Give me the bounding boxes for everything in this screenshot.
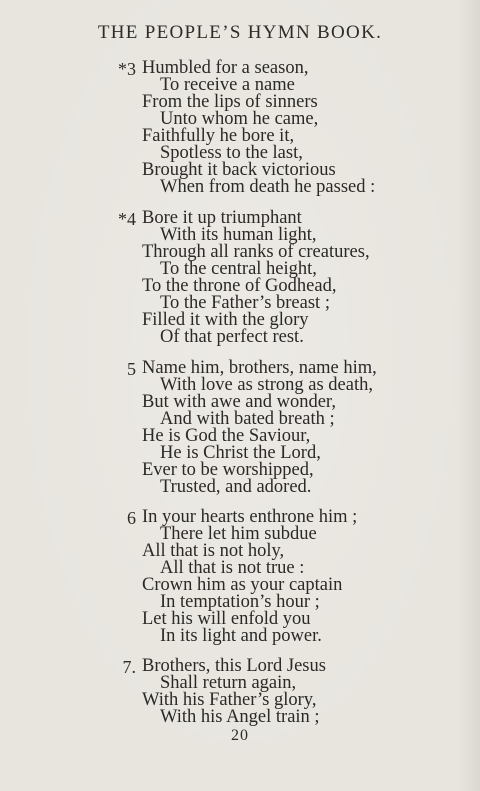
verse-number: *4 — [118, 209, 136, 229]
verse-line: To the throne of Godhead, — [142, 276, 337, 296]
verse-line: Unto whom he came, — [160, 109, 319, 129]
verse-line: To the central height, — [160, 259, 317, 279]
verse-line: Shall return again, — [160, 673, 297, 693]
verse-line: When from death he passed : — [160, 177, 376, 197]
verse-line: To receive a name — [160, 75, 295, 95]
verse-line: Humbled for a season, — [142, 58, 309, 78]
verse-line: But with awe and wonder, — [142, 392, 336, 412]
verse-line: There let him subdue — [160, 524, 317, 544]
verse-line: Of that perfect rest. — [160, 327, 304, 347]
verse-line: Brought it back victorious — [142, 160, 336, 180]
verse-line: With love as strong as death, — [160, 375, 373, 395]
verse-line: Spotless to the last, — [160, 143, 303, 163]
verse-line: Faithfully he bore it, — [142, 126, 295, 146]
verse-line: Let his will enfold you — [142, 609, 311, 629]
verse-line: He is God the Saviour, — [142, 426, 311, 446]
verse-line: Through all ranks of creatures, — [142, 242, 370, 262]
verse-line: Filled it with the glory — [142, 310, 309, 330]
verse-line: With its human light, — [160, 225, 317, 245]
verse-number: 7. — [122, 657, 136, 677]
verse-line: Trusted, and adored. — [160, 477, 312, 497]
verse-number: 6 — [127, 508, 136, 528]
running-header: THE PEOPLE’S HYMN BOOK. — [97, 22, 383, 43]
verse-line: In your hearts enthrone him ; — [142, 507, 358, 527]
page-number: 20 — [231, 727, 249, 744]
verse-line: He is Christ the Lord, — [160, 443, 321, 463]
verse-line: From the lips of sinners — [142, 92, 318, 112]
verse-line: With his Father’s glory, — [142, 690, 317, 710]
verse-line: And with bated breath ; — [160, 409, 335, 429]
page-edge-shadow — [458, 0, 480, 791]
verse-line: In its light and power. — [160, 626, 322, 646]
verse-line: To the Father’s breast ; — [160, 293, 330, 313]
verse-line: Bore it up triumphant — [142, 208, 302, 228]
verse-line: All that is not holy, — [142, 541, 285, 561]
verse-line: In temptation’s hour ; — [160, 592, 320, 612]
verse-line: Brothers, this Lord Jesus — [142, 656, 326, 676]
verse-line: Name him, brothers, name him, — [142, 358, 377, 378]
verse-number: *3 — [118, 59, 136, 79]
verse-line: Crown him as your captain — [142, 575, 343, 595]
verse-line: With his Angel train ; — [160, 707, 320, 727]
verse-number: 5 — [127, 359, 136, 379]
verse-line: Ever to be worshipped, — [142, 460, 314, 480]
verse-line: All that is not true : — [160, 558, 305, 578]
